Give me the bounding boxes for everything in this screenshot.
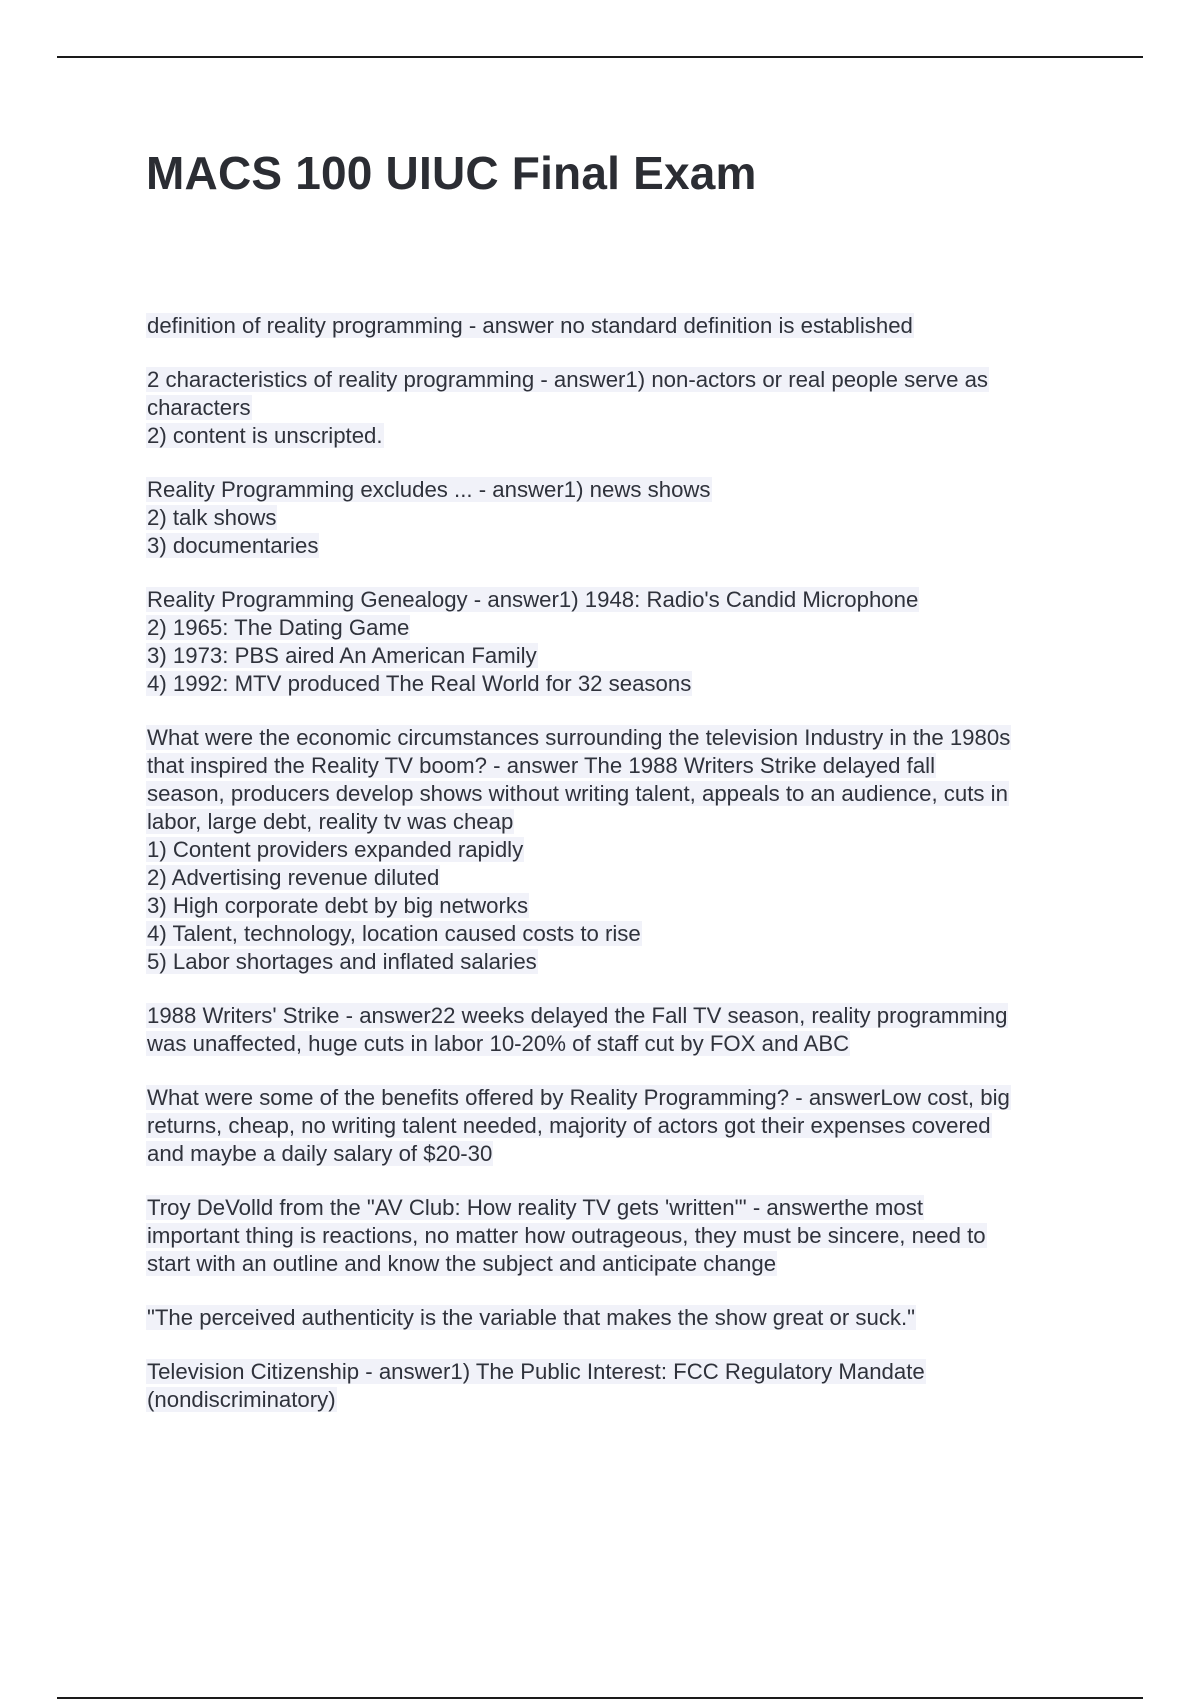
text-line: 5) Labor shortages and inflated salaries [147,949,537,974]
text-line: and maybe a daily salary of $20-30 [147,1141,493,1166]
text-line: labor, large debt, reality tv was cheap [147,809,514,834]
text-line: "The perceived authenticity is the variable that makes the show great or suck." [147,1305,916,1330]
top-rule [57,56,1143,58]
text-line: 3) High corporate debt by big networks [147,893,529,918]
text-line: characters [147,395,251,420]
text-line: 1) Content providers expanded rapidly [147,837,524,862]
text-line: 2) Advertising revenue diluted [147,865,440,890]
text-line: season, producers develop shows without writing talent, appeals to an audience, cuts in [147,781,1008,806]
text-line: 3) 1973: PBS aired An American Family [147,643,537,668]
qa-entry-economic-circumstances [146,724,1086,976]
text-line: 2) 1965: The Dating Game [147,615,410,640]
text-line: that inspired the Reality TV boom? - answer The 1988 Writers Strike delayed fall [147,753,936,778]
text-line: was unaffected, huge cuts in labor 10-20% of staff cut by FOX and ABC [147,1031,850,1056]
qa-entry-genealogy [146,586,1086,698]
qa-entry-characteristics [146,366,1086,450]
bottom-rule [57,1697,1143,1699]
text-line: start with an outline and know the subject and anticipate change [147,1251,777,1276]
text-line: 4) 1992: MTV produced The Real World for 32 seasons [147,671,692,696]
text-line: What were the economic circumstances surrounding the television Industry in the 1980s [147,725,1011,750]
text-line: 2) talk shows [147,505,277,530]
text-line: Reality Programming excludes ... - answer1) news shows [147,477,711,502]
text-line: Reality Programming Genealogy - answer1) 1948: Radio's Candid Microphone [147,587,919,612]
qa-entry-definition [146,312,1086,340]
text-line: Troy DeVolld from the "AV Club: How reality TV gets 'written'" - answerthe most [147,1195,923,1220]
qa-entry-television-citizenship [146,1358,1086,1414]
qa-entry-writers-strike [146,1002,1086,1058]
text-line: 3) documentaries [147,533,319,558]
text-line: important thing is reactions, no matter how outrageous, they must be sincere, need to [147,1223,986,1248]
text-line: (nondiscriminatory) [147,1387,336,1412]
text-line: 2) content is unscripted. [147,423,383,448]
document-title: MACS 100 UIUC Final Exam [146,147,757,199]
text-line: definition of reality programming - answer no standard definition is established [147,313,913,338]
qa-entry-troy-devolld [146,1194,1086,1278]
qa-entry-quote [146,1304,1086,1332]
text-line: returns, cheap, no writing talent needed, majority of actors got their expenses covered [147,1113,991,1138]
text-line: What were some of the benefits offered by Reality Programming? - answerLow cost, big [147,1085,1010,1110]
text-line: 2 characteristics of reality programming - answer1) non-actors or real people serve as [147,367,989,392]
qa-entry-benefits [146,1084,1086,1168]
qa-entry-excludes [146,476,1086,560]
text-line: 1988 Writers' Strike - answer22 weeks delayed the Fall TV season, reality programming [147,1003,1008,1028]
text-line: 4) Talent, technology, location caused costs to rise [147,921,641,946]
document-body [146,312,1086,1440]
text-line: Television Citizenship - answer1) The Public Interest: FCC Regulatory Mandate [147,1359,925,1384]
